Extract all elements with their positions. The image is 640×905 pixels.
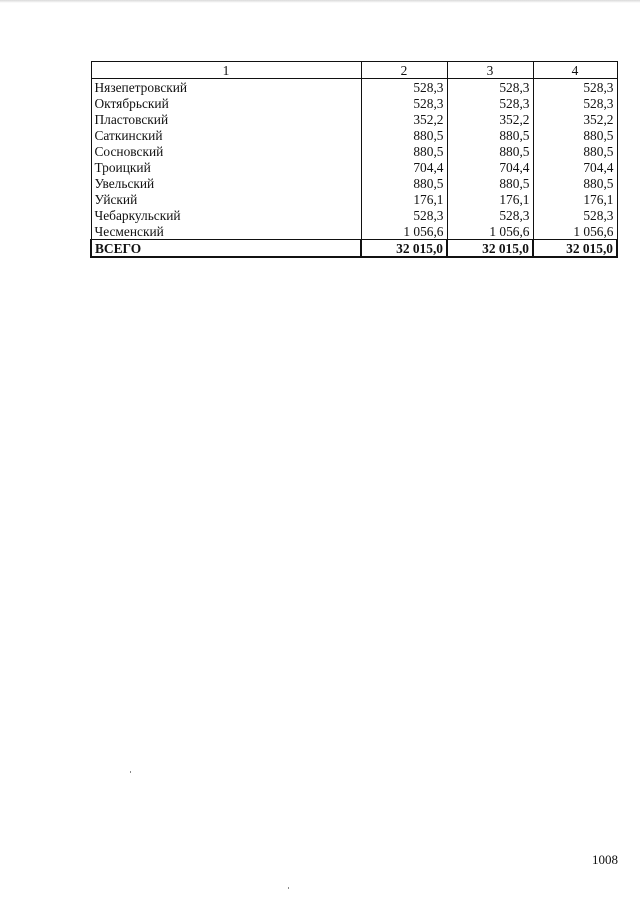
value-cell: 528,3 [361,207,447,223]
value-cell: 176,1 [447,191,533,207]
value-cell: 704,4 [447,159,533,175]
district-name-cell: Увельский [91,175,361,191]
district-name-cell: Чебаркульский [91,207,361,223]
district-name-cell: Сосновский [91,143,361,159]
total-value-cell: 32 015,0 [447,240,533,258]
total-label-cell: ВСЕГО [91,240,361,258]
value-cell: 880,5 [361,143,447,159]
total-row [91,240,617,258]
value-cell: 528,3 [361,79,447,96]
value-cell: 1 056,6 [447,223,533,240]
table-header-row [91,62,617,79]
page-number: 1008 [592,852,618,867]
value-cell: 880,5 [361,127,447,143]
table-row [91,175,617,191]
value-cell: 1 056,6 [533,223,617,240]
district-name-cell: Октябрьский [91,95,361,111]
value-cell: 704,4 [361,159,447,175]
column-header-3: 3 [447,62,533,79]
table-row [91,207,617,223]
table-row [91,223,617,240]
scan-speck [130,771,131,773]
table-row [91,159,617,175]
value-cell: 528,3 [447,207,533,223]
total-value-cell: 32 015,0 [533,240,617,258]
value-cell: 176,1 [533,191,617,207]
table-row [91,143,617,159]
value-cell: 528,3 [533,95,617,111]
column-header-4: 4 [533,62,617,79]
allocation-table [90,61,618,258]
value-cell: 880,5 [533,127,617,143]
value-cell: 352,2 [533,111,617,127]
value-cell: 880,5 [533,143,617,159]
value-cell: 528,3 [361,95,447,111]
district-name-cell: Пластовский [91,111,361,127]
value-cell: 176,1 [361,191,447,207]
value-cell: 1 056,6 [361,223,447,240]
district-name-cell: Нязепетровский [91,79,361,96]
district-name-cell: Саткинский [91,127,361,143]
column-header-2: 2 [361,62,447,79]
table-row [91,127,617,143]
value-cell: 880,5 [447,175,533,191]
value-cell: 704,4 [533,159,617,175]
total-value-cell: 32 015,0 [361,240,447,258]
table-body [91,79,617,258]
value-cell: 528,3 [447,79,533,96]
value-cell: 528,3 [533,79,617,96]
table-row [91,95,617,111]
value-cell: 528,3 [447,95,533,111]
table-row [91,191,617,207]
value-cell: 880,5 [447,143,533,159]
column-header-1: 1 [91,62,361,79]
value-cell: 880,5 [533,175,617,191]
district-name-cell: Троицкий [91,159,361,175]
value-cell: 352,2 [361,111,447,127]
value-cell: 352,2 [447,111,533,127]
table-row [91,111,617,127]
district-name-cell: Чесменский [91,223,361,240]
district-name-cell: Уйский [91,191,361,207]
value-cell: 880,5 [447,127,533,143]
table-row [91,79,617,96]
scan-edge [0,0,640,3]
value-cell: 528,3 [533,207,617,223]
value-cell: 880,5 [361,175,447,191]
scan-speck [288,887,289,889]
